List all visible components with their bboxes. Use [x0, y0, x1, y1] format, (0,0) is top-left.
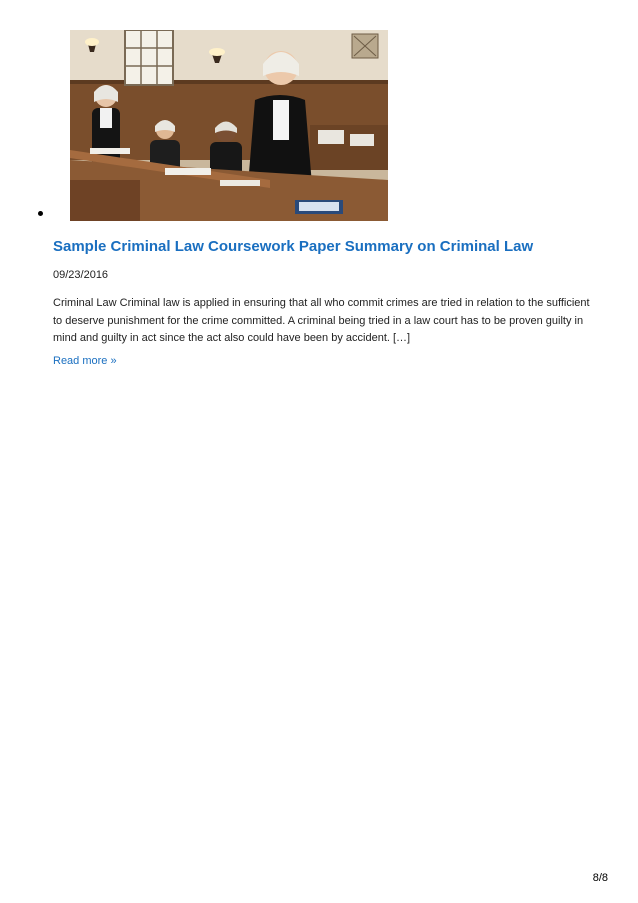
- read-more-link[interactable]: Read more »: [53, 355, 117, 367]
- post-excerpt: Criminal Law Criminal law is applied in ensuring that all who commit crimes are tried in relation to the sufficient to deserve punishment for the crime committed. A criminal being tried in a law court has to be proven guilty in mind and guilty in act since the act also could have been by accident. […]: [53, 297, 590, 344]
- post-title-link[interactable]: Sample Criminal Law Coursework Paper Summary on Criminal Law: [53, 238, 534, 255]
- post-image[interactable]: [70, 30, 388, 221]
- list-bullet: [38, 211, 43, 216]
- courtroom-photo: [70, 30, 388, 221]
- post-date: 09/23/2016: [53, 269, 109, 281]
- page-number: 8/8: [592, 872, 608, 884]
